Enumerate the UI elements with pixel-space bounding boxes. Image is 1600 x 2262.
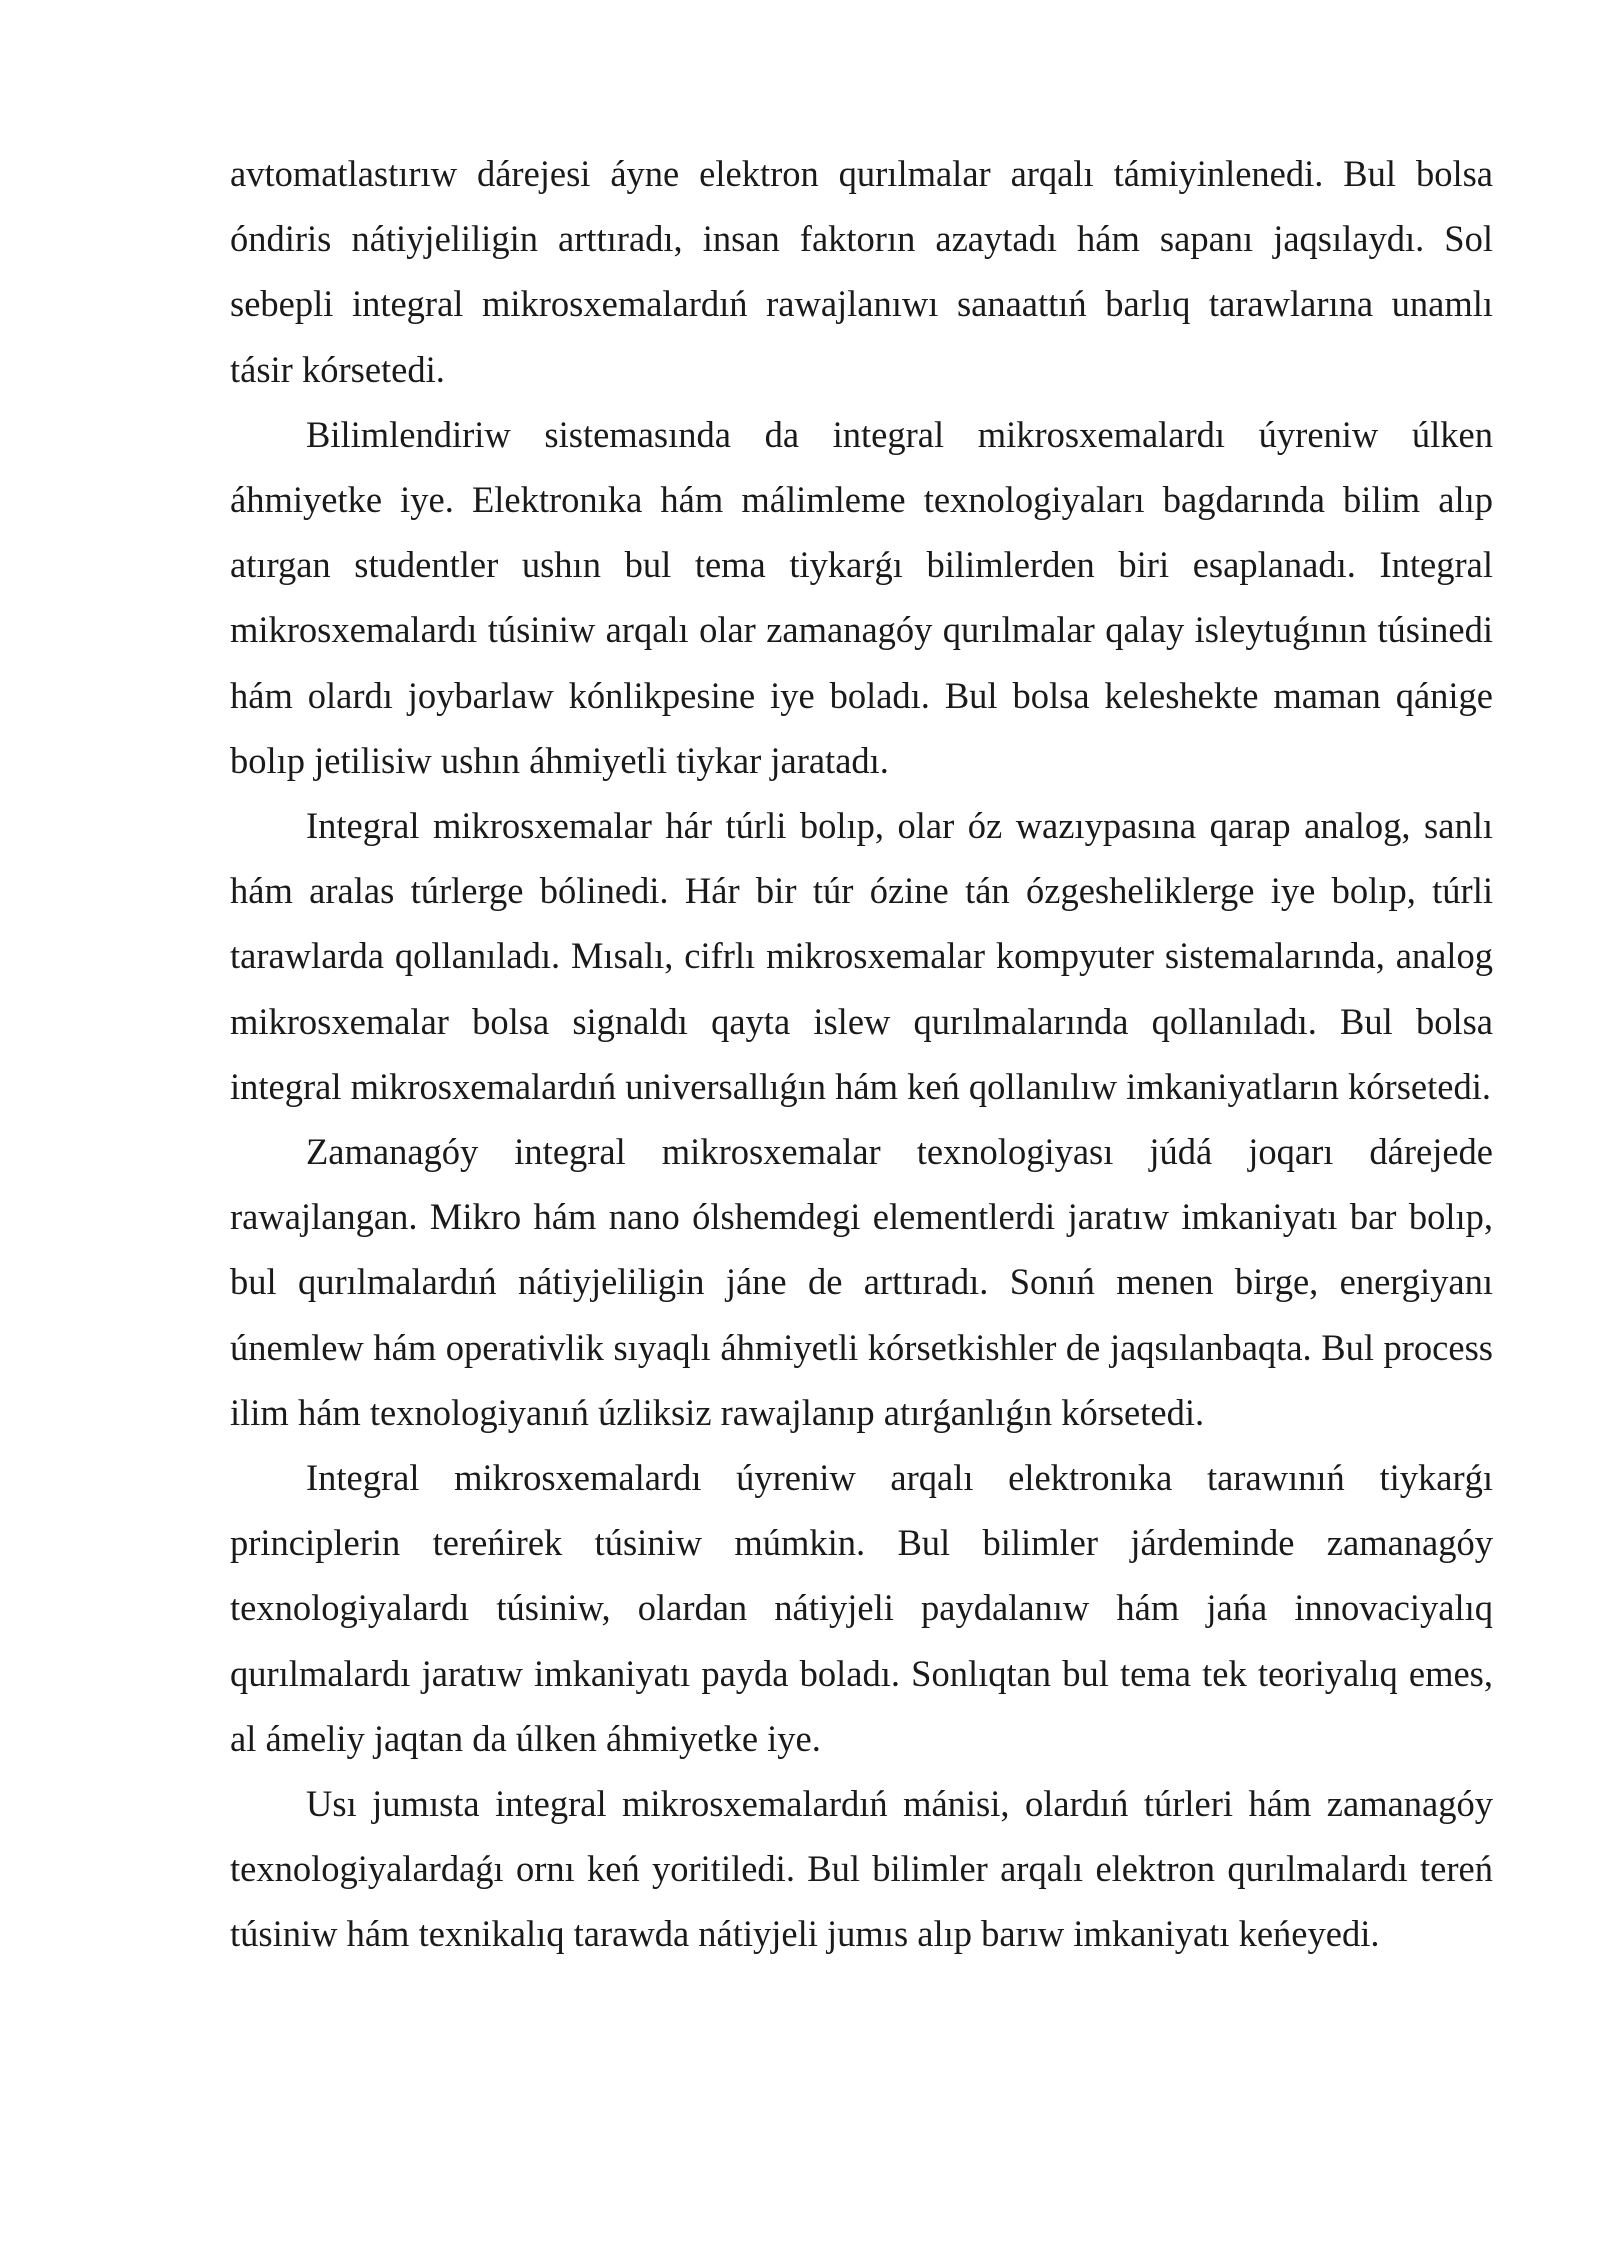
paragraph: Bilimlendiriw sistemasında da integral mikrosxemalardı úyreniw úlken áhmiyetke iye. Elektronıka hám málimleme texnologiyaları bagdarında bilim alıp atırgan studentler ushın bul tema tiykarǵı bilimlerden biri esaplanadı. Integral mikrosxemalardı túsiniw arqalı olar zamanagóy qurılmalar qalay isleytuǵının túsinedi hám olardı joybarlaw kónlikpesine iye boladı. Bul bolsa keleshekte maman qánige bolıp jetilisiw ushın áhmiyetli tiykar jaratadı. <box>230 413 1493 781</box>
paragraph: Zamanagóy integral mikrosxemalar texnologiyası júdá joqarı dárejede rawajlangan. Mikro hám nano ólshemdegi elementlerdi jaratıw imkaniyatı bar bolıp, bul qurılmalardıń nátiyjeliligin jáne de arttıradı. Sonıń menen birge, energiyanı únemlew hám operativlik sıyaqlı áhmiyetli kórsetkishler de jaqsılanbaqta. Bul process ilim hám texnologiyanıń úzliksiz rawajlanıp atırǵanlıǵın kórsetedi. <box>230 1131 1493 1433</box>
paragraph-continued: avtomatlastırıw dárejesi áyne elektron qurılmalar arqalı támiyinlenedi. Bul bolsa óndiris nátiyjeliligin arttıradı, insan faktorın azaytadı hám sapanı jaqsılaydı. Sol sebepli integral mikrosxemalardıń rawajlanıwı sanaattıń barlıq tarawlarına unamlı tásir kórsetedi. <box>230 153 1493 390</box>
paragraph: Integral mikrosxemalar hár túrli bolıp, olar óz wazıypasına qarap analog, sanlı hám aralas túrlerge bólinedi. Hár bir túr ózine tán ózgesheliklerge iye bolıp, túrli tarawlarda qollanıladı. Mısalı, cifrlı mikrosxemalar kompyuter sistemalarında, analog mikrosxemalar bolsa signaldı qayta islew qurılmalarında qollanıladı. Bul bolsa integral mikrosxemalardıń universallıǵın hám keń qollanılıw imkaniyatların kórsetedi. <box>230 805 1493 1107</box>
paragraph: Usı jumısta integral mikrosxemalardıń mánisi, olardıń túrleri hám zamanagóy texnologiyalardaǵı ornı keń yoritiledi. Bul bilimler arqalı elektron qurılmalardı tereń túsiniw hám texnikalıq tarawda nátiyjeli jumıs alıp barıw imkaniyatı keńeyedi. <box>230 1783 1493 1955</box>
document-body <box>230 141 1493 1967</box>
paragraph: Integral mikrosxemalardı úyreniw arqalı elektronıka tarawınıń tiykarǵı principlerin tereńirek túsiniw múmkin. Bul bilimler járdeminde zamanagóy texnologiyalardı túsiniw, olardan nátiyjeli paydalanıw hám jańa innovaciyalıq qurılmalardı jaratıw imkaniyatı payda boladı. Sonlıqtan bul tema tek teoriyalıq emes, al ámeliy jaqtan da úlken áhmiyetke iye. <box>230 1457 1493 1759</box>
